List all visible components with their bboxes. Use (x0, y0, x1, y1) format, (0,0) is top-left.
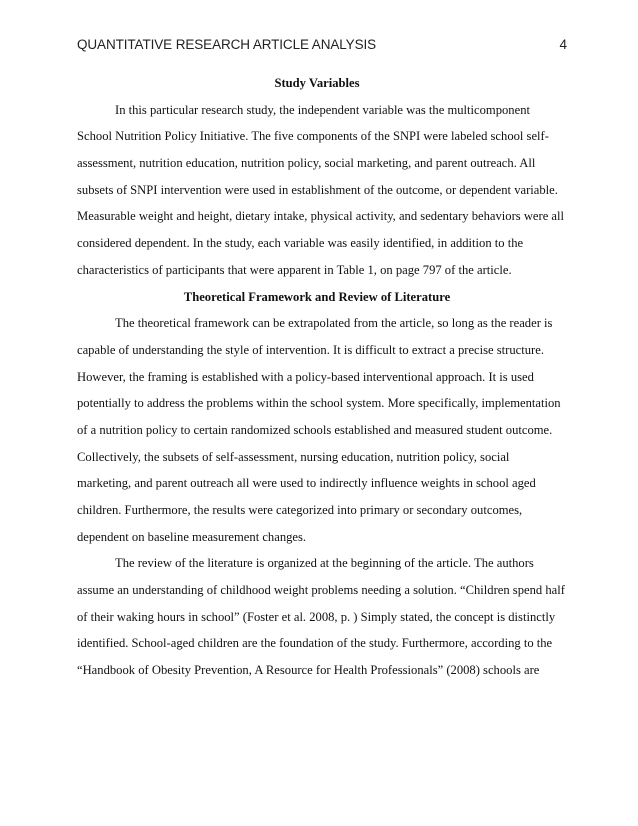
text-line: dependent on baseline measurement changes. (77, 529, 307, 544)
text-line: characteristics of participants that were apparent in Table 1, on page 797 of the article. (77, 262, 512, 277)
body-text (77, 70, 565, 684)
text-line: Measurable weight and height, dietary intake, physical activity, and sedentary behaviors were all (77, 209, 565, 224)
text-line: of their waking hours in school” (Foster et al. 2008, p. ) Simply stated, the concept is distinctly (77, 609, 556, 624)
text-line: of a nutrition policy to certain randomized schools established and measured student outcome. (77, 422, 553, 437)
text-line: “Handbook of Obesity Prevention, A Resource for Health Professionals” (2008) schools are (77, 663, 540, 678)
text-line: considered dependent. In the study, each variable was easily identified, in addition to the (77, 236, 524, 251)
running-head-title: QUANTITATIVE RESEARCH ARTICLE ANALYSIS (77, 37, 377, 52)
text-line: School Nutrition Policy Initiative. The five components of the SNPI were labeled school self- (77, 129, 549, 144)
text-line: children. Furthermore, the results were categorized into primary or secondary outcomes, (77, 503, 523, 517)
text-line: identified. School-aged children are the foundation of the study. Furthermore, according to the (77, 636, 553, 651)
text-line: Collectively, the subsets of self-assessment, nursing education, nutrition policy, social (77, 449, 510, 464)
text-line: The review of the literature is organized at the beginning of the article. The authors (115, 556, 534, 571)
text-line: subsets of SNPI intervention were used in establishment of the outcome, or dependent variable. (77, 182, 558, 197)
text-line: The theoretical framework can be extrapolated from the article, so long as the reader is (115, 316, 553, 331)
running-head (77, 37, 567, 55)
section-heading-study-variables: Study Variables (274, 76, 360, 90)
text-line: assessment, nutrition education, nutrition policy, social marketing, and parent outreach. All (77, 156, 536, 171)
text-line: capable of understanding the style of intervention. It is difficult to extract a precise structure. (77, 342, 544, 357)
text-line: marketing, and parent outreach all were used to indirectly influence weights in school aged (77, 476, 536, 491)
page-number: 4 (559, 37, 567, 52)
section-heading-theoretical-framework: Theoretical Framework and Review of Literature (183, 289, 451, 304)
text-line: assume an understanding of childhood weight problems needing a solution. “Children spend half (77, 583, 565, 598)
text-line: However, the framing is established with a policy-based interventional approach. It is used (77, 369, 534, 384)
text-line: In this particular research study, the independent variable was the multicomponent (115, 102, 530, 117)
text-line: potentially to address the problems within the school system. More specifically, implementation (77, 396, 561, 411)
